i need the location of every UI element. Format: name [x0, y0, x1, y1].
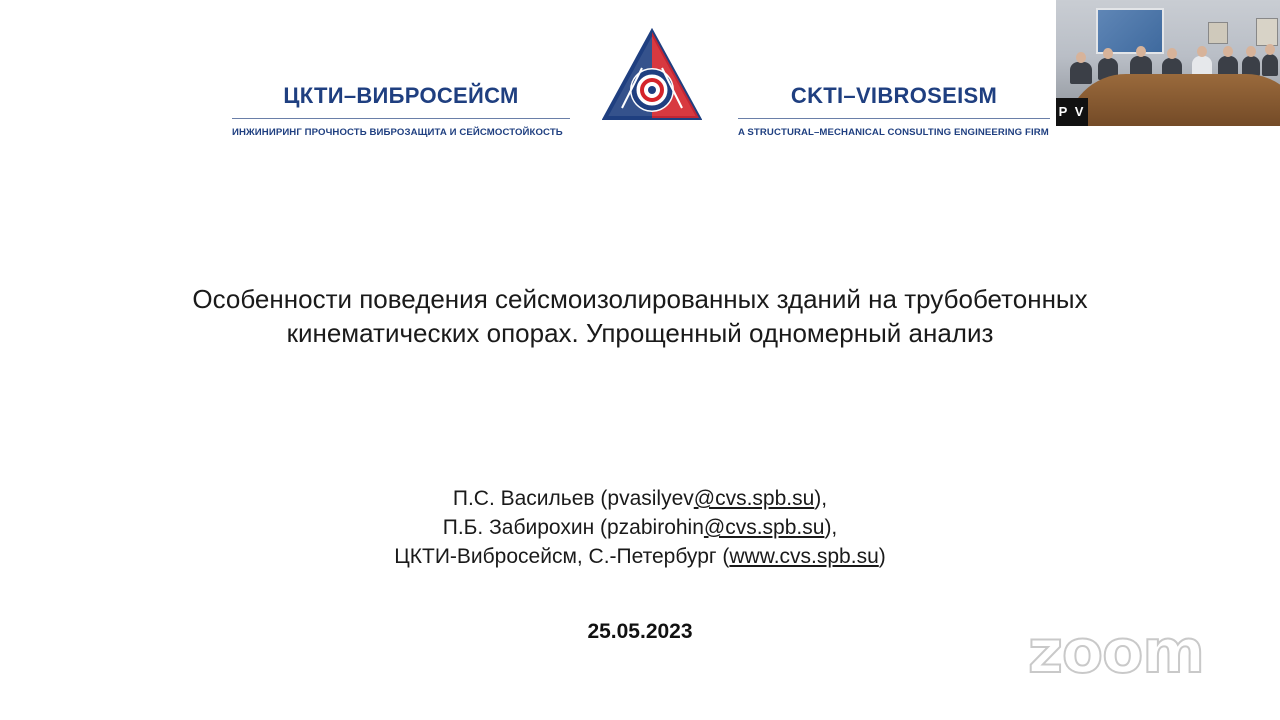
- author-line-2: [200, 513, 1080, 542]
- author-line-1: [200, 484, 1080, 513]
- participant-figure: [1192, 56, 1212, 76]
- slide-title-line-2: кинематических опорах. Упрощенный одномерный анализ: [286, 318, 994, 348]
- author-2-email-link[interactable]: @cvs.spb.su: [703, 516, 825, 539]
- participant-head: [1197, 46, 1207, 57]
- participant-video-thumbnail[interactable]: [1056, 0, 1280, 126]
- author-1-text: П.С. Васильев (pvasilyev: [452, 487, 694, 510]
- authors-block: [200, 484, 1080, 571]
- slide-title-line-1: Особенности поведения сейсмоизолированных зданий на трубобетонных: [192, 284, 1088, 314]
- slide-title: [60, 282, 1220, 350]
- participant-head: [1246, 46, 1256, 57]
- wall-frame-picture: [1256, 18, 1278, 46]
- organization-line: [200, 542, 1080, 571]
- author-2-text: П.Б. Забирохин (pzabirohin: [442, 516, 704, 539]
- participant-figure: [1242, 56, 1260, 76]
- organization-website-link[interactable]: www.cvs.spb.su: [729, 545, 879, 568]
- participant-head: [1136, 46, 1146, 57]
- participant-head: [1076, 52, 1086, 63]
- wall-frame-picture: [1208, 22, 1228, 44]
- organization-suffix: ): [878, 545, 886, 568]
- brand-name-russian: ЦКТИ–ВИБРОСЕЙСМ: [283, 83, 519, 108]
- conference-table: [1066, 74, 1280, 126]
- participant-head: [1167, 48, 1177, 59]
- author-1-email-link[interactable]: @cvs.spb.su: [693, 487, 815, 510]
- presentation-date: 25.05.2023: [587, 620, 693, 643]
- participant-head: [1265, 44, 1275, 55]
- brand-divider-left: [232, 118, 570, 119]
- brand-left-block: [232, 82, 570, 138]
- brand-right-block: [738, 82, 1050, 138]
- participant-figure: [1218, 56, 1238, 76]
- zoom-watermark-logo: zoom: [1028, 617, 1204, 687]
- brand-tagline-russian: ИНЖИНИРИНГ ПРОЧНОСТЬ ВИБРОЗАЩИТА И СЕЙСМОСТОЙКОСТЬ: [232, 127, 563, 138]
- participant-figure: [1070, 62, 1092, 84]
- triangle-spiral-logo-icon: [602, 28, 702, 122]
- brand-tagline-english: A STRUCTURAL–MECHANICAL CONSULTING ENGINEERING FIRM: [738, 127, 1049, 138]
- brand-divider-right: [738, 118, 1050, 119]
- author-1-suffix: ),: [814, 487, 828, 510]
- participant-figure: [1262, 54, 1278, 76]
- organization-text: ЦКТИ-Вибросейсм, С.-Петербург (: [394, 545, 730, 568]
- brand-name-english: CKTI–VIBROSEISM: [790, 83, 998, 108]
- participant-head: [1223, 46, 1233, 57]
- participant-name-label: P V: [1056, 98, 1088, 126]
- participant-head: [1103, 48, 1113, 59]
- author-2-suffix: ),: [824, 516, 838, 539]
